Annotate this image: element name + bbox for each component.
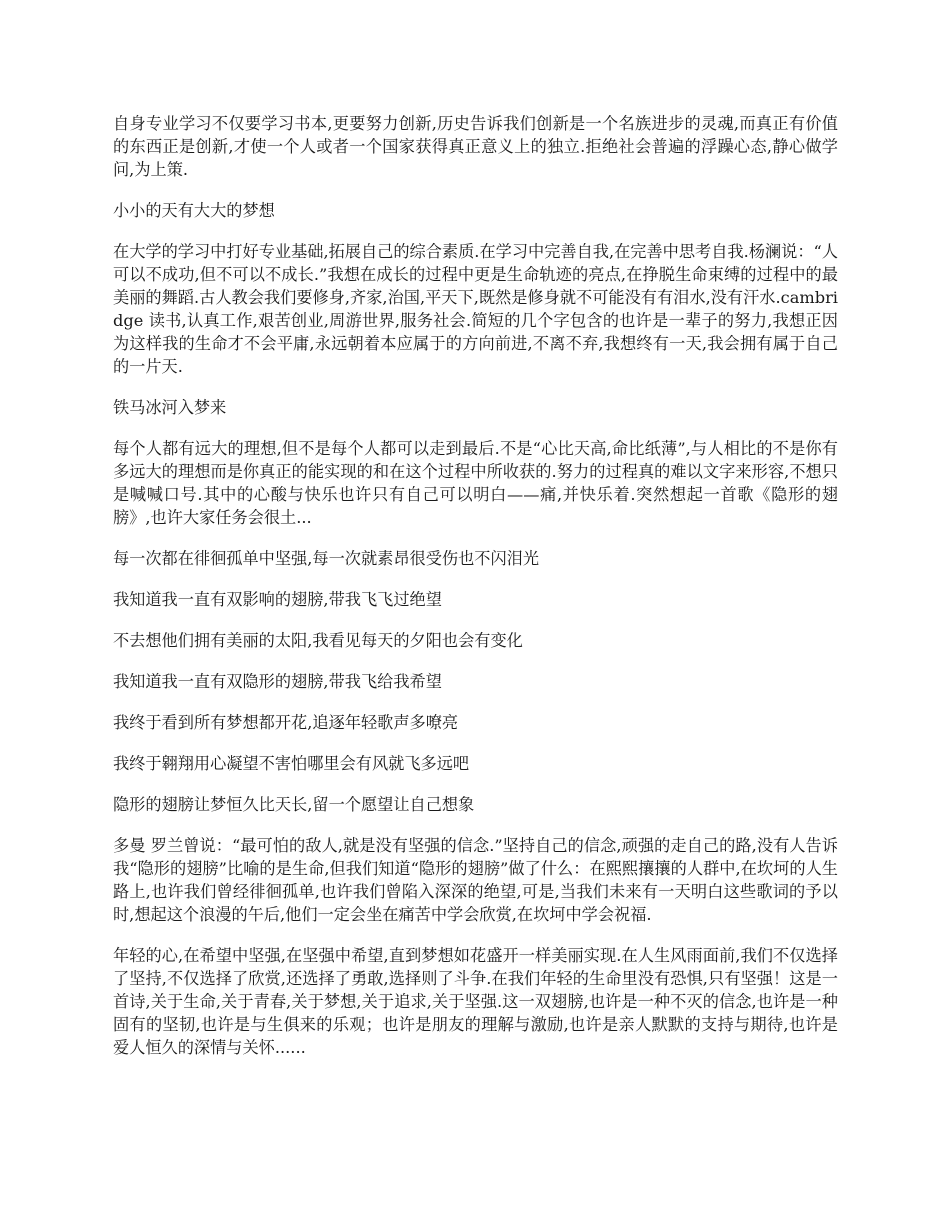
lyric-line: 我知道我一直有双影响的翅膀,带我飞飞过绝望 [113,590,442,609]
lyric-line: 每一次都在徘徊孤单中坚强,每一次就素昂很受伤也不闪泪光 [113,549,540,568]
document-body [113,112,838,1077]
paragraph-young-heart: 年轻的心,在希望中坚强,在坚强中希望,直到梦想如花盛开一样美丽实现.在人生风雨面前,我们不仅选择了坚持,不仅选择了欣赏,还选择了勇敢,选择则了斗争.在我们年轻的生命里没有恐惧,只有坚强！这是一首诗,关于生命,关于青春,关于梦想,关于追求,关于坚强.这一双翅膀,也许是一种不灭的信念,也许是一种固有的坚韧,也许是与生俱来的乐观；也许是朋友的理解与激励,也许是亲人默默的支持与期待,也许是爱人恒久的深情与关怀...... [113,946,838,1057]
paragraph-ideals: 每个人都有远大的理想,但不是每个人都可以走到最后.不是“心比天高,命比纸薄”,与人相比的不是你有多远大的理想而是你真正的能实现的和在这个过程中所收获的.努力的过程真的难以文字来形容,不想只是喊喊口号.其中的心酸与快乐也许只有自己可以明白——痛,并快乐着.突然想起一首歌《隐形的翅膀》,也许大家任务会很土... [113,439,838,527]
lyric-line: 隐形的翅膀让梦恒久比天长,留一个愿望让自己想象 [113,795,475,814]
lyric-line: 我终于看到所有梦想都开花,追逐年轻歌声多嘹亮 [113,713,459,732]
lyric-line: 我终于翱翔用心凝望不害怕哪里会有风就飞多远吧 [113,754,470,773]
paragraph-growth: 在大学的学习中打好专业基础,拓展自己的综合素质.在学习中完善自我,在完善中思考自我.杨澜说：“人可以不成功,但不可以不成长.”我想在成长的过程中更是生命轨迹的亮点,在挣脱生命束缚的过程中的最美丽的舞蹈.古人教会我们要修身,齐家,治国,平天下,既然是修身就不可能没有有泪水,没有汗水.cambridge 读书,认真工作,艰苦创业,周游世界,服务社会.简短的几个字包含的也许是一辈子的努力,我想正因为这样我的生命才不会平庸,永远朝着本应属于的方向前进,不离不弃,我想终有一天,我会拥有属于自己的一片天. [113,242,838,376]
paragraph-innovation: 自身专业学习不仅要学习书本,更要努力创新,历史告诉我们创新是一个名族进步的灵魂,而真正有价值的东西正是创新,才使一个人或者一个国家获得真正意义上的独立.拒绝社会普遍的浮躁心态,静心做学问,为上策. [113,114,838,179]
paragraph-belief: 多曼 罗兰曾说：“最可怕的敌人,就是没有坚强的信念.”坚持自己的信念,顽强的走自己的路,没有人告诉我“隐形的翅膀”比喻的是生命,但我们知道“隐形的翅膀”做了什么：在熙熙攘攘的人群中,在坎坷的人生路上,也许我们曾经徘徊孤单,也许我们曾陷入深深的绝望,可是,当我们未来有一天明白这些歌词的予以时,想起这个浪漫的午后,他们一定会坐在痛苦中学会欣赏,在坎坷中学会祝福. [113,836,838,924]
lyric-line: 我知道我一直有双隐形的翅膀,带我飞给我希望 [113,672,442,691]
section-heading-iron-horse: 铁马冰河入梦来 [113,398,227,417]
lyric-line: 不去想他们拥有美丽的太阳,我看见每天的夕阳也会有变化 [113,631,523,650]
section-heading-dream: 小小的天有大大的梦想 [113,201,275,220]
